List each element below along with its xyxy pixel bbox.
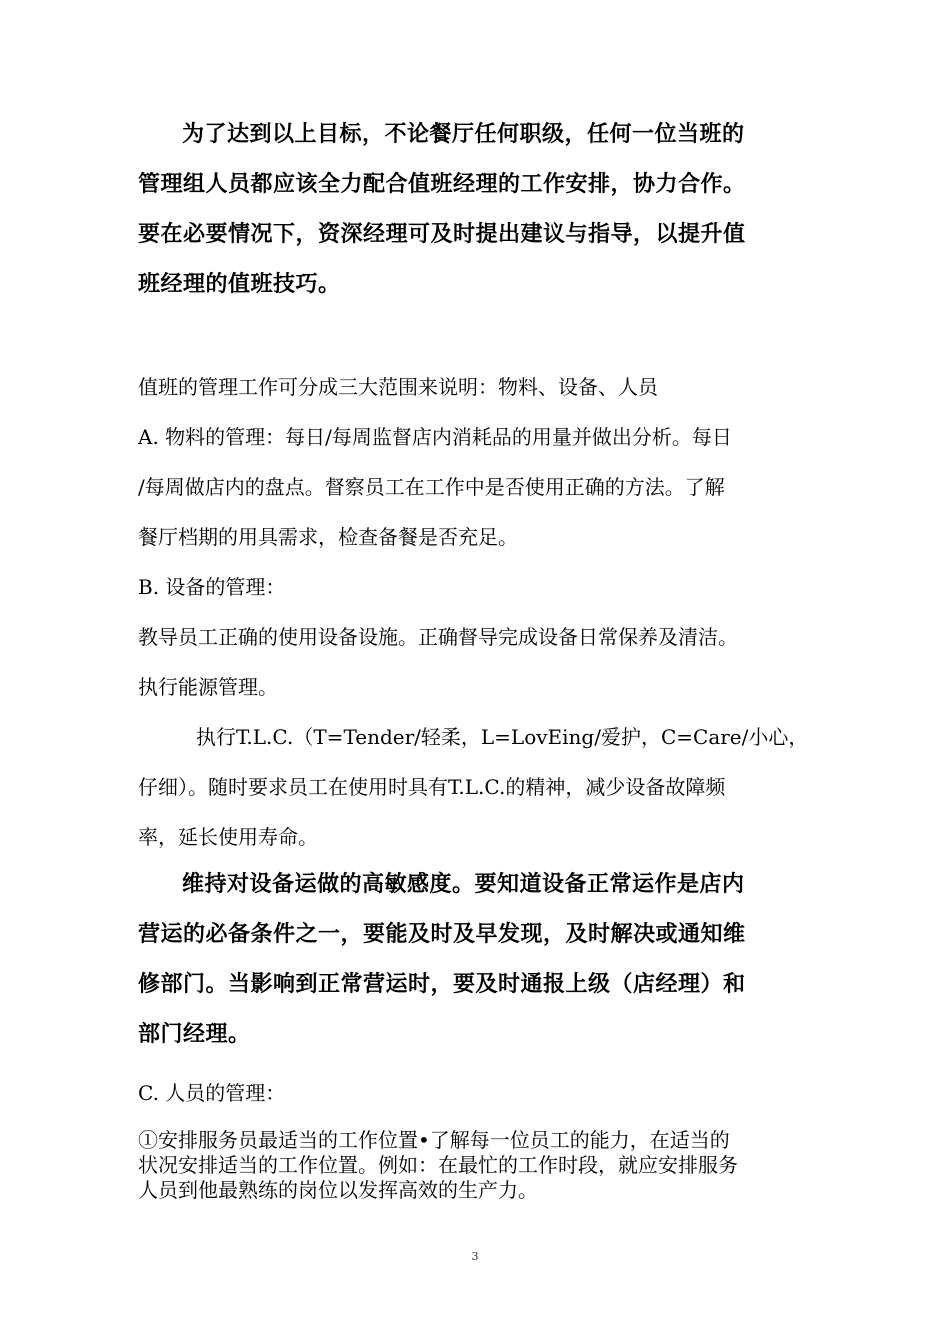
text-line: 状况安排适当的工作位置。例如：在最忙的工作时段，就应安排服务 [138, 1153, 738, 1177]
text-line: 修部门。当影响到正常营运时，要及时通报上级（店经理）和 [138, 972, 746, 997]
text-line: /每周做店内的盘点。督察员工在工作中是否使用正确的方法。了解 [138, 475, 725, 499]
sensitivity-paragraph [138, 860, 818, 1060]
section-c-heading [138, 1068, 818, 1118]
text-line: B. 设备的管理： [138, 575, 286, 599]
text-line: 部门经理。 [138, 1022, 251, 1047]
page-number: 3 [471, 1250, 479, 1263]
intro-paragraph [138, 110, 818, 310]
text-line: 人员到他最熟练的岗位以发挥高效的生产力。 [138, 1178, 538, 1202]
text-line: 仔细）。随时要求员工在使用时具有T.L.C.的精神，减少设备故障频 [138, 775, 726, 799]
section-b-body [138, 612, 818, 712]
text-line: 维持对设备运做的高敏感度。要知道设备正常运作是店内 [182, 872, 745, 897]
text-line: 班经理的值班技巧。 [138, 272, 341, 297]
scope-paragraph [138, 362, 818, 412]
staff-item-1 [138, 1128, 818, 1203]
section-b-heading [138, 562, 818, 612]
text-line: 为了达到以上目标，不论餐厅任何职级，任何一位当班的 [182, 122, 745, 147]
text-line: 率，延长使用寿命。 [138, 825, 318, 849]
text-line: 值班的管理工作可分成三大范围来说明：物料、设备、人员 [138, 375, 658, 399]
text-line: 餐厅档期的用具需求，检查备餐是否充足。 [138, 525, 518, 549]
section-a-paragraph [138, 412, 818, 562]
tlc-paragraph [138, 712, 818, 862]
text-line: 管理组人员都应该全力配合值班经理的工作安排，协力合作。 [138, 172, 746, 197]
text-line: 要在必要情况下，资深经理可及时提出建议与指导，以提升值 [138, 222, 746, 247]
text-line: 营运的必备条件之一，要能及时及早发现，及时解决或通知维 [138, 922, 746, 947]
text-line: 执行能源管理。 [138, 675, 278, 699]
text-line: A. 物料的管理：每日/每周监督店内消耗品的用量并做出分析。每日 [138, 425, 732, 449]
text-line: C. 人员的管理： [138, 1081, 286, 1105]
text-line: ①安排服务员最适当的工作位置•了解每一位员工的能力，在适当的 [138, 1128, 730, 1152]
text-line: 教导员工正确的使用设备设施。正确督导完成设备日常保养及清洁。 [138, 625, 738, 649]
text-line: 执行T.L.C.（T=Tender/轻柔，L=LovEing/爱护，C=Care/小心， [196, 725, 809, 749]
